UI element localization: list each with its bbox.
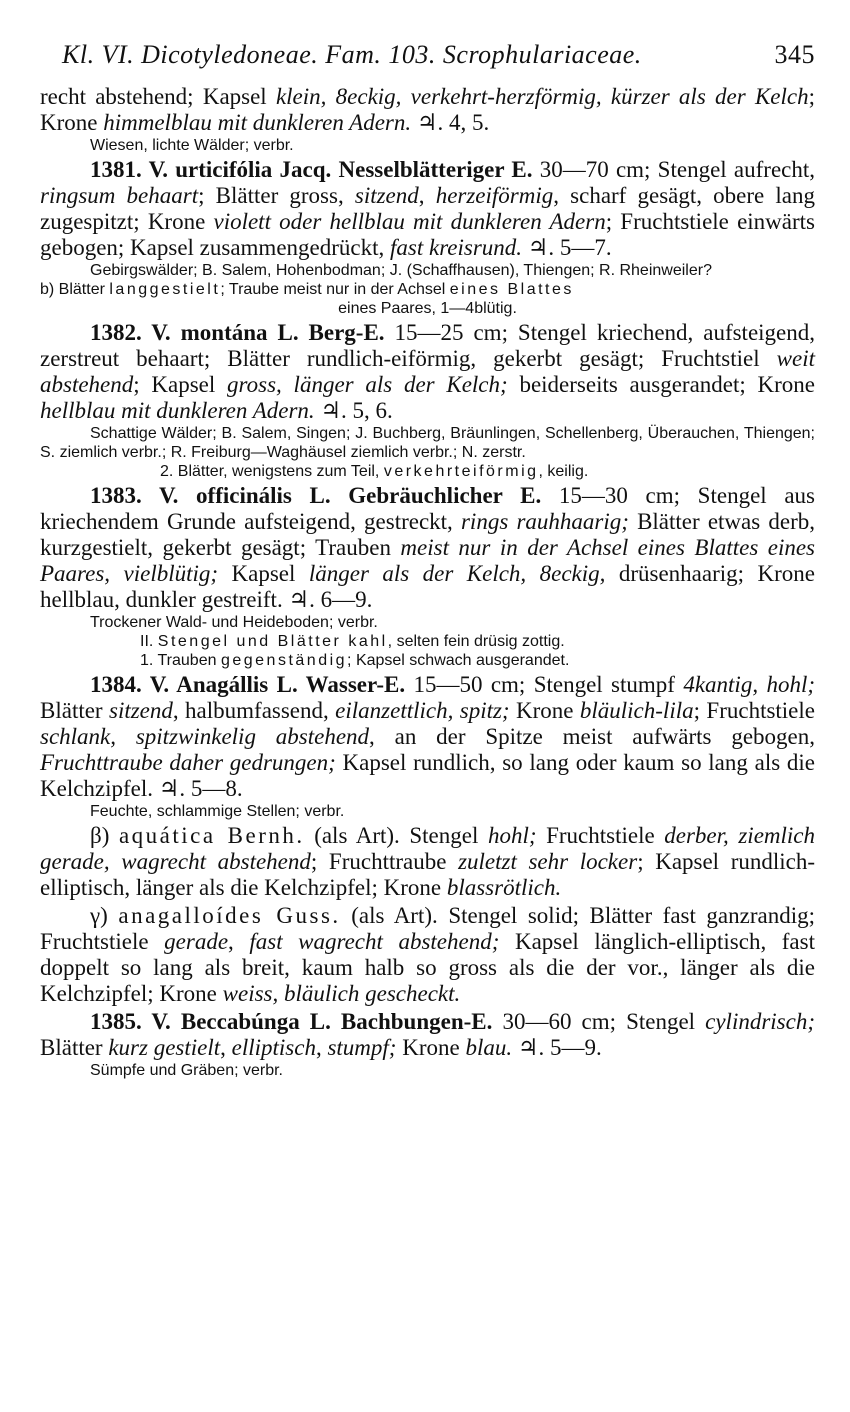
species-1383: 1383. V. officinális L. Gebräuchlicher E. 15—30 cm; Stengel aus kriechendem Grunde aufsteigend, gestreckt, rings rauhhaarig; Blätter etwas derb, kurzgestielt, gekerbt gesägt; Trauben meist nur in der Achsel eines Blattes eines Paares, vielblütig; Kapsel länger als der Kelch, 8eckig, drüsenhaarig; Krone hellblau, dunkler gestreift. ♃. 6—9.: [40, 483, 815, 612]
key-2: 2. Blätter, wenigstens zum Teil, verkehrteiförmig, keilig.: [160, 463, 589, 480]
species-1385: 1385. V. Beccabúnga L. Bachbungen-E. 30—60 cm; Stengel cylindrisch; Blätter kurz gestielt, elliptisch, stumpf; Krone blau. ♃. 5—9.: [40, 1009, 815, 1060]
species-1383-name: 1383. V. officinális L. Gebräuchlicher E.: [90, 483, 542, 508]
species-1381: 1381. V. urticifólia Jacq. Nesselblätteriger E. 30—70 cm; Stengel aufrecht, ringsum behaart; Blätter gross, sitzend, herzeiförmig, scharf gesägt, obere lang zugespitzt; Krone violett oder hellblau mit dunkleren Adern; Fruchtstiele einwärts gebogen; Kapsel zusammengedrückt, fast kreisrund. ♃. 5—7.: [40, 157, 816, 260]
species-1384: 1384. V. Anagállis L. Wasser-E. 15—50 cm; Stengel stumpf 4kantig, hohl; Blätter sitzend, halbumfassend, eilanzettlich, spitz; Krone bläulich-lila; Fruchtstiele schlank, spitzwinkelig abstehend, an der Spitze meist aufwärts gebogen, Fruchttraube daher gedrungen; Kapsel rundlich, so lang oder kaum so lang als die Kelchzipfel. ♃. 5—8.: [40, 672, 815, 801]
book-page: [40, 40, 815, 1080]
variety-gamma: γ) anagalloídes Guss. (als Art). Stengel solid; Blätter fast ganzrandig; Fruchtstiele gerade, fast wagrecht abstehend; Kapsel länglich-elliptisch, fast doppelt so lang als breit, kaum halb so gross als die der vor., länger als die Kelchzipfel; Krone weiss, bläulich gescheckt.: [40, 903, 815, 1006]
key-b: b) Blätter langgestielt; Traube meist nur in der Achsel eines Blattes eines Paares, 1—4blütig.: [40, 281, 574, 317]
intro-locality: Wiesen, lichte Wälder; verbr.: [90, 137, 294, 154]
page-number: 345: [774, 40, 815, 69]
species-1384-locality: Feuchte, schlammige Stellen; verbr.: [90, 803, 345, 820]
running-header: [62, 40, 815, 70]
species-1385-locality: Sümpfe und Gräben; verbr.: [90, 1062, 283, 1079]
species-1381-name: 1381. V. urticifólia Jacq. Nesselblätteriger E.: [90, 157, 533, 182]
species-1382-locality: Schattige Wälder; B. Salem, Singen; J. Buchberg, Bräunlingen, Schellenberg, Überauchen, Thiengen; S. ziemlich verbr.; R. Freiburg—Waghäusel ziemlich verbr.; N. zerstr.: [40, 425, 815, 461]
species-1382-name: 1382. V. montána L. Berg-E.: [90, 320, 385, 345]
running-title: Kl. VI. Dicotyledoneae. Fam. 103. Scrophulariaceae.: [62, 40, 642, 69]
variety-beta: β) aquática Bernh. (als Art). Stengel hohl; Fruchtstiele derber, ziemlich gerade, wagrecht abstehend; Fruchttraube zuletzt sehr locker; Kapsel rundlich-elliptisch, länger als die Kelchzipfel; Krone blassrötlich.: [40, 823, 816, 900]
key-II: II. Stengel und Blätter kahl, selten fein drüsig zottig.: [140, 633, 565, 650]
intro-paragraph: recht abstehend; Kapsel klein, 8eckig, verkehrt-herzförmig, kürzer als der Kelch; Krone himmelblau mit dunkleren Adern. ♃. 4, 5.: [40, 84, 815, 135]
species-1381-locality: Gebirgswälder; B. Salem, Hohenbodman; J. (Schaffhausen), Thiengen; R. Rheinweiler?: [90, 262, 712, 279]
species-1383-locality: Trockener Wald- und Heideboden; verbr.: [90, 614, 378, 631]
key-1: 1. Trauben gegenständig; Kapsel schwach ausgerandet.: [140, 652, 570, 669]
species-1382: 1382. V. montána L. Berg-E. 15—25 cm; Stengel kriechend, aufsteigend, zerstreut behaart; Blätter rundlich-eiförmig, gekerbt gesägt; Fruchtstiel weit abstehend; Kapsel gross, länger als der Kelch; beiderseits ausgerandet; Krone hellblau mit dunkleren Adern. ♃. 5, 6.: [40, 320, 816, 423]
species-1384-name: 1384. V. Anagállis L. Wasser-E.: [90, 672, 406, 697]
species-1385-name: 1385. V. Beccabúnga L. Bachbungen-E.: [90, 1009, 493, 1034]
